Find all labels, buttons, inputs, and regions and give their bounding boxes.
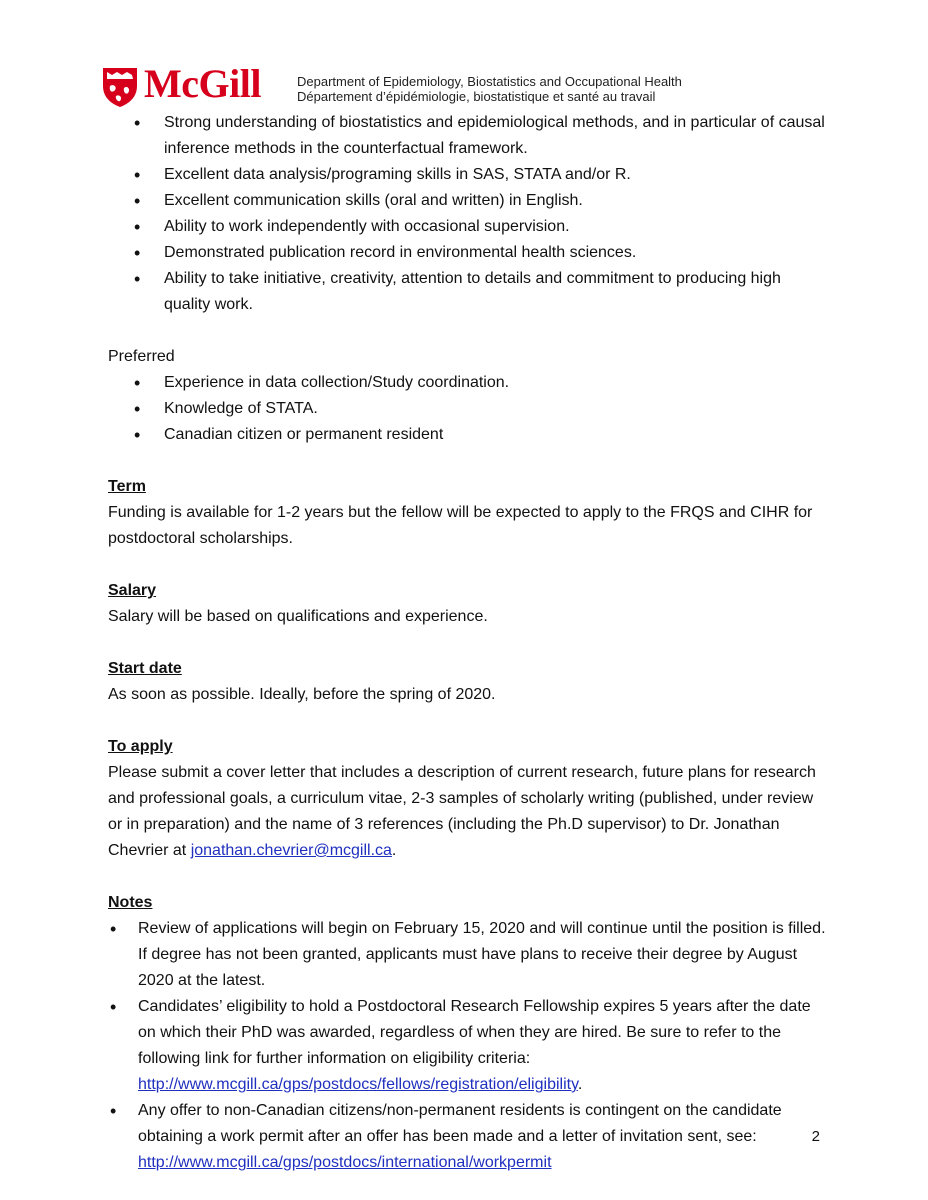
to-apply-heading: To apply [108,738,173,755]
required-qualifications-list [108,110,828,318]
term-heading: Term [108,478,146,495]
start-date-heading: Start date [108,660,182,677]
to-apply-body: Please submit a cover letter that includes a description of current research, future plans for research and professional goals, a curriculum vitae, 2-3 samples of scholarly writing (published, under review or in preparation) and the name of 3 references (including the Ph.D supervisor) to Dr. Jonathan Chevrier at [108,764,816,859]
list-item: • Ability to work independently with occasional supervision. [108,214,828,240]
notes-section [108,890,828,1176]
to-apply-section [108,734,828,864]
list-item: • Experience in data collection/Study coordination. [108,370,828,396]
letterhead [100,61,860,112]
note-text: Candidates’ eligibility to hold a Postdoctoral Research Fellowship expires 5 years after the date on which their PhD was awarded, regardless of when they are hired. Be sure to refer to the following link for further information on eligibility criteria: [138,998,811,1067]
note-text: Any offer to non-Canadian citizens/non-permanent residents is contingent on the candidate obtaining a work permit after an offer has been made and a letter of invitation sent, see: [138,1102,782,1145]
mcgill-crest-icon [100,66,140,108]
workpermit-link[interactable]: http://www.mcgill.ca/gps/postdocs/international/workpermit [138,1154,552,1171]
to-apply-end: . [391,842,397,859]
list-item: • Demonstrated publication record in environmental health sciences. [108,240,828,266]
notes-heading: Notes [108,894,153,911]
list-item: • Review of applications will begin on February 15, 2020 and will continue until the position is filled. If degree has not been granted, applicants must have plans to receive their degree by August 2020 at the latest. [108,916,828,994]
preferred-qualifications-list [108,370,828,448]
list-item: • Ability to take initiative, creativity, attention to details and commitment to producing high quality work. [108,266,828,318]
list-item [108,994,828,1098]
eligibility-link[interactable]: http://www.mcgill.ca/gps/postdocs/fellows/registration/eligibility [138,1076,578,1093]
salary-heading: Salary [108,582,157,599]
list-item: • Excellent communication skills (oral and written) in English. [108,188,828,214]
start-date-text: As soon as possible. Ideally, before the spring of 2020. [108,686,496,703]
term-section [108,474,828,552]
page-number: 2 [811,1128,820,1145]
list-item: • Knowledge of STATA. [108,396,828,422]
department-name-en: Department of Epidemiology, Biostatistics and Occupational Health [297,74,682,89]
to-apply-text [108,760,828,864]
notes-list [108,916,828,1176]
mcgill-wordmark: McGill [144,61,261,106]
list-item: • Strong understanding of biostatistics and epidemiological methods, and in particular of causal inference methods in the counterfactual framework. [108,110,828,162]
page-body [108,110,828,1176]
department-name [297,74,682,104]
list-item [108,1098,828,1176]
department-name-fr: Département d’épidémiologie, biostatistique et santé au travail [297,89,656,104]
salary-text: Salary will be based on qualifications and experience. [108,608,488,625]
start-date-section [108,656,828,708]
salary-section [108,578,828,630]
list-item: • Excellent data analysis/programing skills in SAS, STATA and/or R. [108,162,828,188]
note-end: . [577,1076,583,1093]
list-item: • Canadian citizen or permanent resident [108,422,828,448]
preferred-label: Preferred [108,348,175,365]
email-link[interactable]: jonathan.chevrier@mcgill.ca [190,842,392,859]
term-text: Funding is available for 1-2 years but the fellow will be expected to apply to the FRQS and CIHR for postdoctoral scholarships. [108,504,813,547]
